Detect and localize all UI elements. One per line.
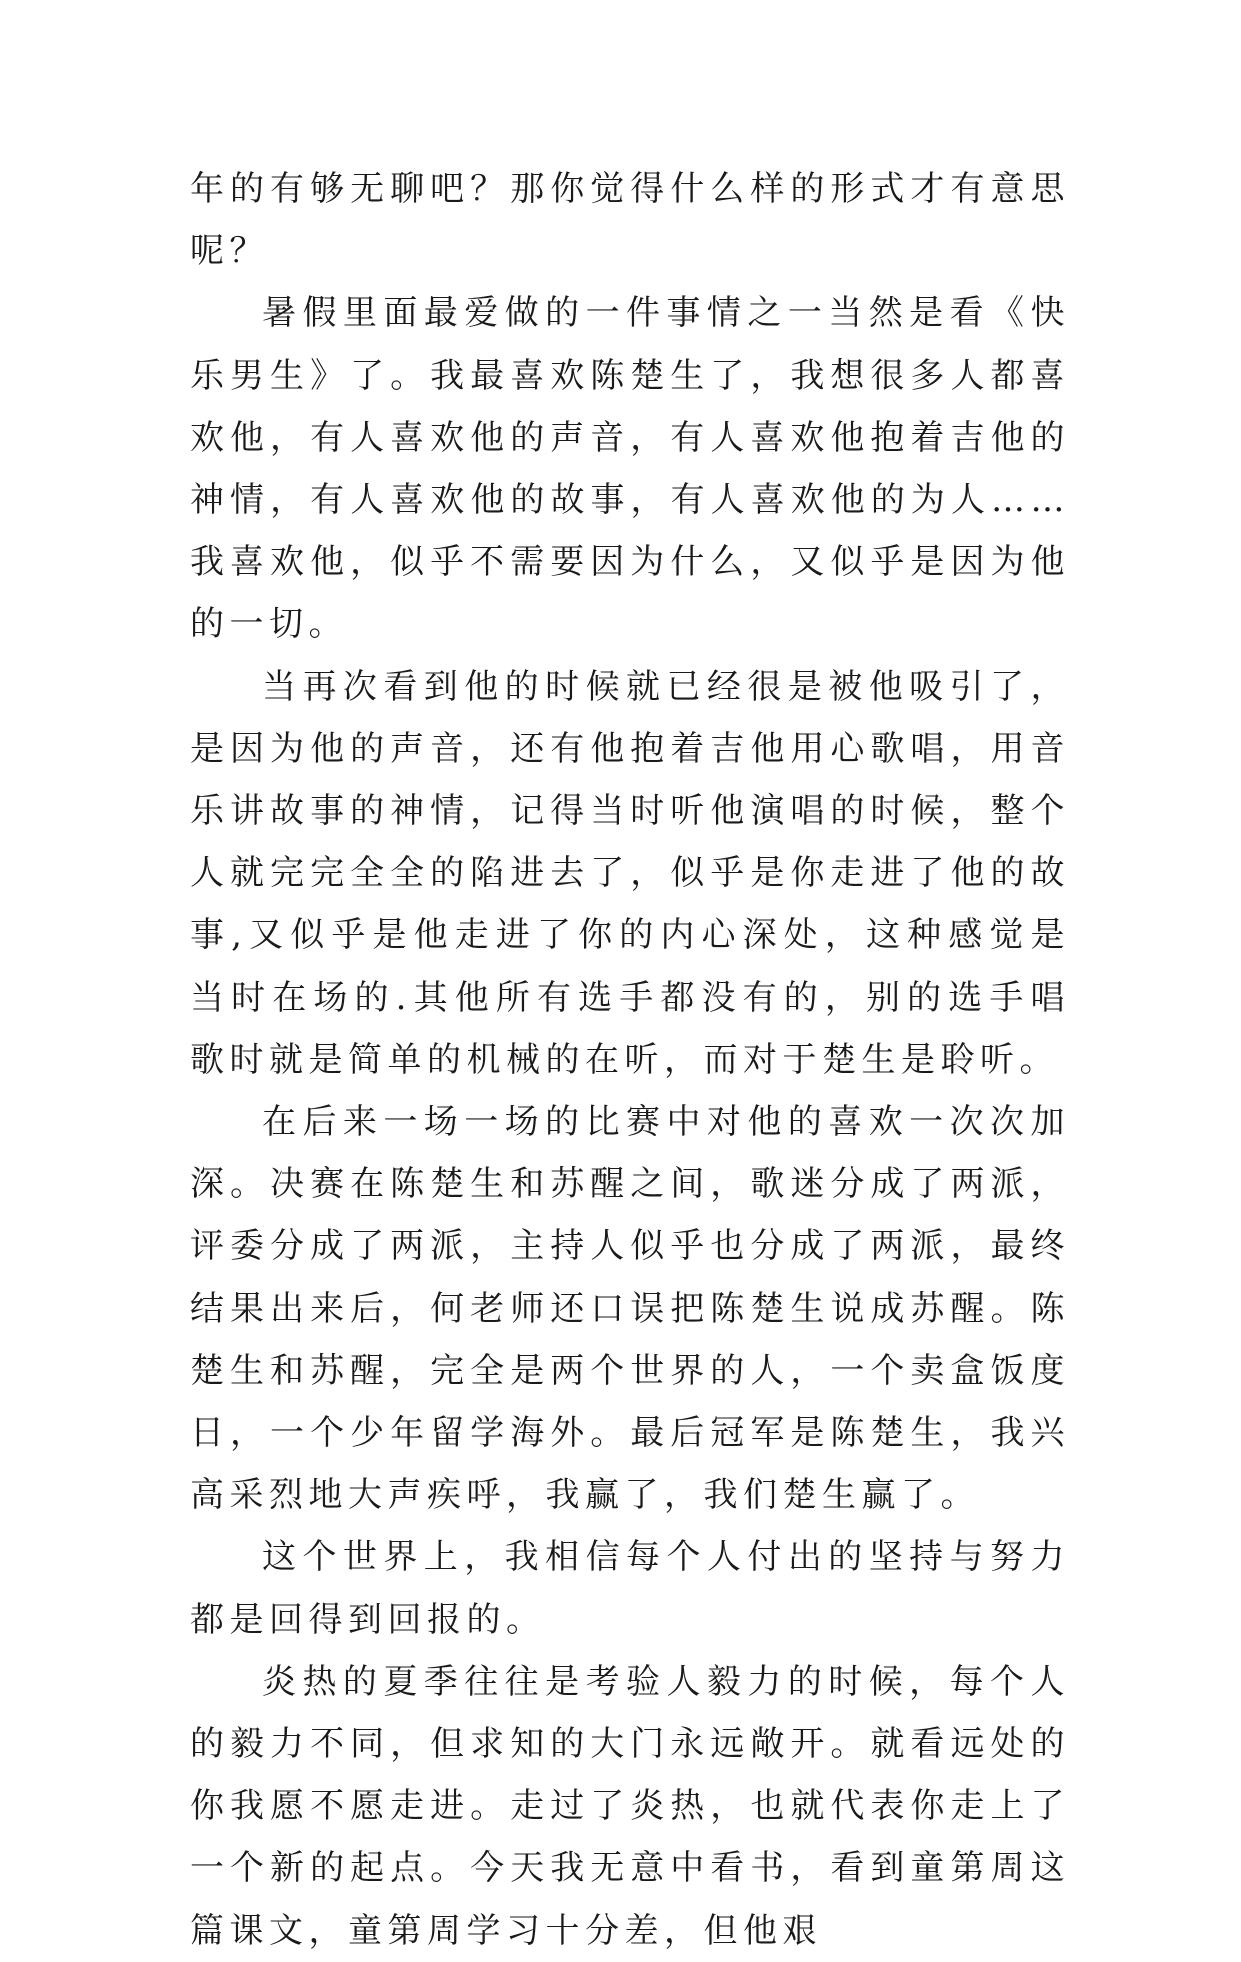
paragraph-happy-boys: 暑假里面最爱做的一件事情之一当然是看《快乐男生》了。我最喜欢陈楚生了，我想很多人都喜欢他，有人喜欢他的声音，有人喜欢他抱着吉他的神情，有人喜欢他的故事，有人喜欢他的为人……我喜欢他，似乎不需要因为什么，又似乎是因为他的一切。 [190, 293, 1070, 645]
paragraph-summer: 炎热的夏季往往是考验人毅力的时候，每个人的毅力不同，但求知的大门永远敞开。就看远处的你我愿不愿走进。走过了炎热，也就代表你走上了一个新的起点。今天我无意中看书，看到童第周这篇课文，童第周学习十分差，但他艰 [190, 1661, 1070, 1951]
paragraph-continued: 年的有够无聊吧？那你觉得什么样的形式才有意思呢？ [190, 169, 1070, 272]
document-body [190, 158, 1070, 1962]
paragraph-final-match: 在后来一场一场的比赛中对他的喜欢一次次加深。决赛在陈楚生和苏醒之间，歌迷分成了两派，评委分成了两派，主持人似乎也分成了两派，最终结果出来后，何老师还口误把陈楚生说成苏醒。陈楚生和苏醒，完全是两个世界的人，一个卖盒饭度日，一个少年留学海外。最后冠军是陈楚生，我兴高采烈地大声疾呼，我赢了，我们楚生赢了。 [190, 1102, 1070, 1516]
paragraph-first-impression: 当再次看到他的时候就已经很是被他吸引了，是因为他的声音，还有他抱着吉他用心歌唱，用音乐讲故事的神情，记得当时听他演唱的时候，整个人就完完全全的陷进去了，似乎是你走进了他的故事,又似乎是他走进了你的内心深处，这种感觉是当时在场的.其他所有选手都没有的，别的选手唱歌时就是简单的机械的在听，而对于楚生是聆听。 [190, 666, 1070, 1080]
paragraph-perseverance: 这个世界上，我相信每个人付出的坚持与努力都是回得到回报的。 [190, 1537, 1070, 1640]
